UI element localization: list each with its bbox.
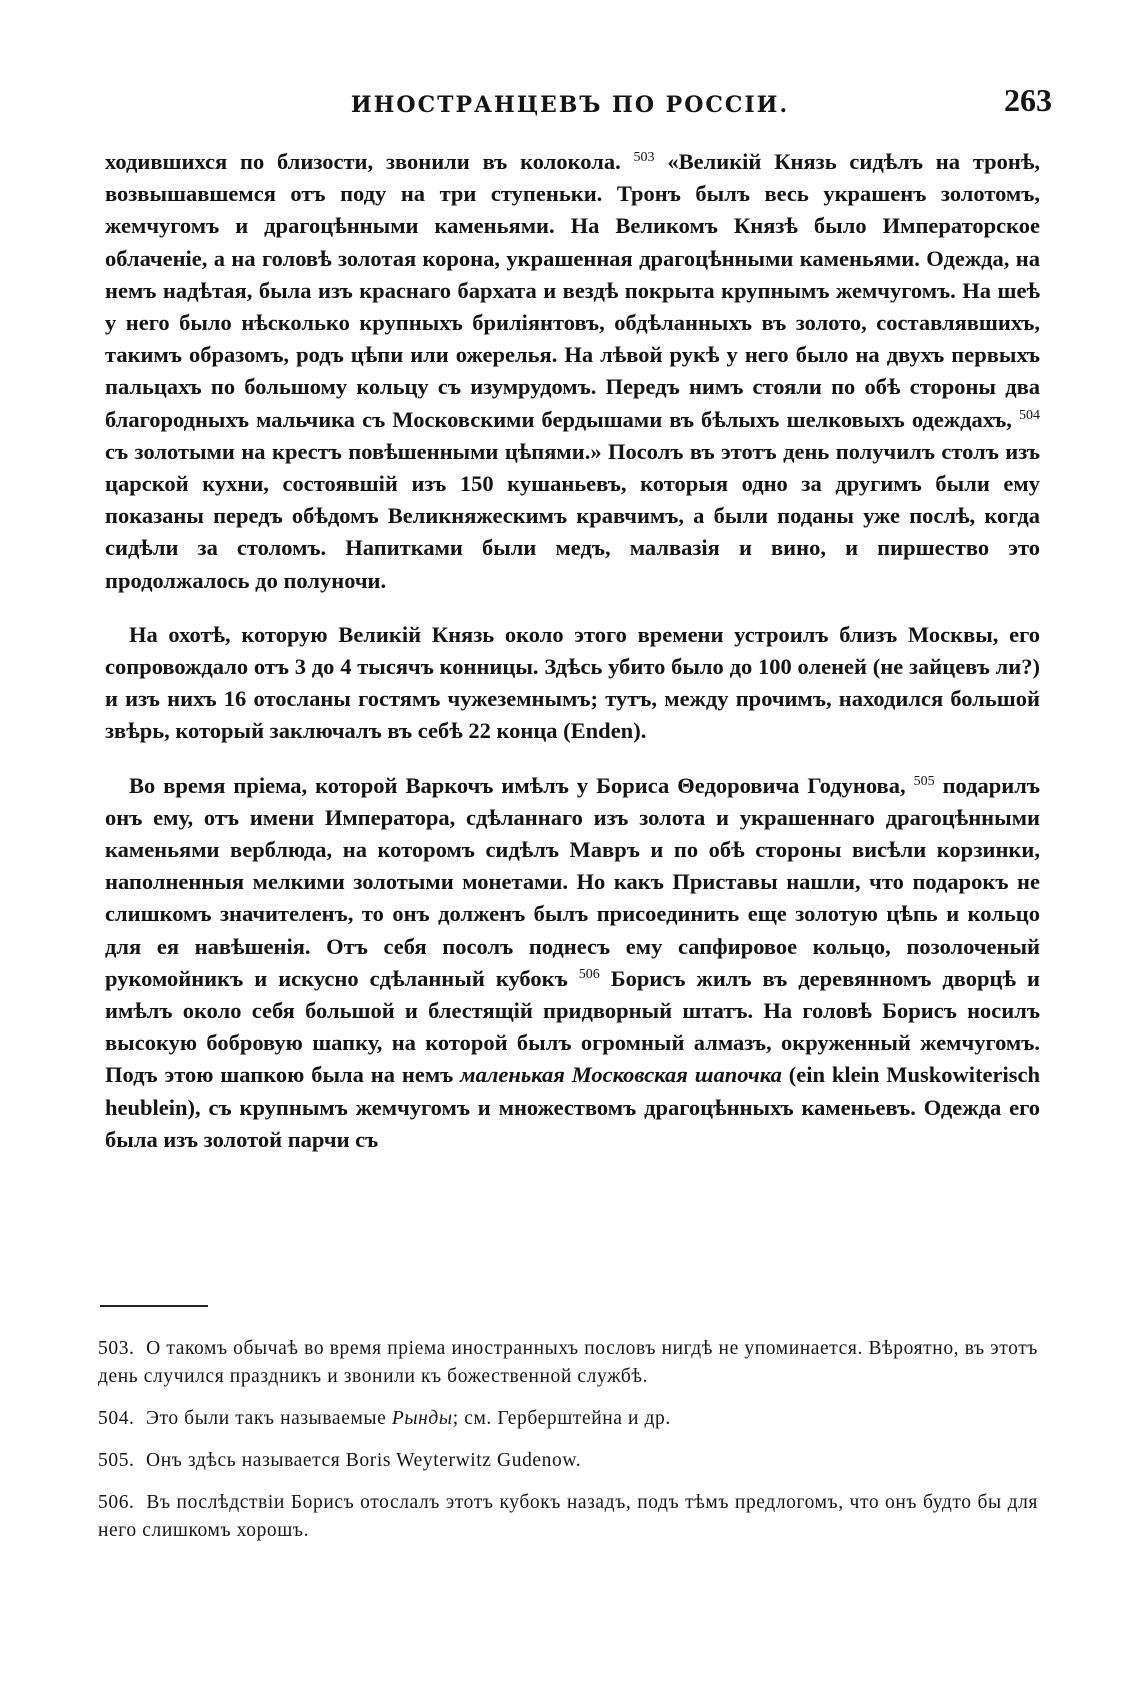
footnote-text: Это были такъ называемые bbox=[146, 1408, 387, 1429]
paragraph-3-part-c: Борисъ жилъ въ деревянномъ дворцѣ и имѣлъ около себя большой и блестящій придворный штатъ. На головѣ Борисъ носилъ высокую бобровую шапку, на которой былъ огромный алмазъ, окруженный жемчугомъ. Подъ этою шапкою была на немъ bbox=[105, 965, 1040, 1088]
paragraph-1-part-c: съ золотыми на крестъ повѣшенными цѣпями.» Посолъ въ этотъ день получилъ столъ изъ царской кухни, состоявшій изъ 150 кушаньевъ, которыя одно за другимъ были ему показаны передъ обѣдомъ Великняжескимъ кравчимъ, а были поданы уже послѣ, когда сидѣли за столомъ. Напитками были медъ, малвазія и вино, и пиршество это продолжалось до полуночи. bbox=[105, 438, 1040, 593]
paragraph-3 bbox=[105, 770, 1040, 1156]
footnotes bbox=[98, 1335, 1038, 1559]
paragraph-1 bbox=[105, 146, 1040, 597]
footnote-italic-term: Рынды bbox=[391, 1408, 453, 1429]
footnote-505 bbox=[98, 1447, 1038, 1475]
footnote-text: Онъ здѣсь называется Boris Weyterwitz Gudenow. bbox=[146, 1450, 582, 1471]
running-header: ИНОСТРАНЦЕВЪ ПО РОССІИ. bbox=[350, 92, 790, 118]
footnote-ref-503: 503 bbox=[633, 150, 655, 165]
paragraph-3-part-a: Во время пріема, которой Варкочъ имѣлъ у Бориса Θедоровича Годунова, bbox=[129, 772, 906, 798]
paragraph-1-part-a: ходившихся по близости, звонили въ колокола. bbox=[105, 149, 621, 174]
paragraph-3-part-d: (ein klein Muskowiterisch heublein), съ крупнымъ жемчугомъ и множествомъ драгоцѣнныхъ каменьевъ. Одежда его была изъ золотой парчи съ bbox=[105, 1062, 1040, 1152]
footnote-number: 506. bbox=[98, 1492, 135, 1513]
footnote-ref-506: 506 bbox=[578, 966, 600, 982]
paragraph-1-part-b: «Великій Князь сидѣлъ на тронѣ, возвышавшемся отъ поду на три ступеньки. Тронъ былъ весь украшенъ золотомъ, жемчугомъ и драгоцѣнными каменьями. На Великомъ Князѣ было Императорское облаченіе, а на головѣ золотая корона, украшенная драгоцѣнными каменьями. Одежда, на немъ надѣтая, была изъ краснаго бархата и вездѣ покрыта крупнымъ жемчугомъ. На шеѣ у него было нѣсколько крупныхъ бриліянтовъ, обдѣланныхъ въ золото, составлявшихъ, такимъ образомъ, родъ цѣпи или ожерелья. На лѣвой рукѣ у него было на двухъ первыхъ пальцахъ по большому кольцу съ изумрудомъ. Передъ нимъ стояли по обѣ стороны два благородныхъ мальчика съ Московскими бердышами въ бѣлыхъ шелковыхъ одеждахъ, bbox=[105, 149, 1041, 432]
footnote-503 bbox=[98, 1335, 1038, 1391]
footnote-number: 504. bbox=[98, 1408, 135, 1429]
main-text bbox=[105, 146, 1040, 1156]
page-number: 263 bbox=[1004, 82, 1052, 118]
paragraph-3-part-b: подарилъ онъ ему, отъ имени Императора, сдѣланнаго изъ золота и украшеннаго драгоцѣнными каменьями верблюда, на которомъ сидѣлъ Мавръ и по обѣ стороны висѣли корзинки, наполненныя мелкими золотыми монетами. Но какъ Приставы нашли, что подарокъ не слишкомъ значителенъ, то онъ долженъ былъ присоединить еще золотую цѣпь и кольцо для ея навѣшенія. Отъ себя посолъ поднесъ ему сапфировое кольцо, позолоченый рукомойникъ и искусно сдѣланный кубокъ bbox=[105, 772, 1041, 991]
footnote-ref-504: 504 bbox=[1019, 407, 1041, 423]
paragraph-3-italic-phrase: маленькая Московская шапочка bbox=[460, 1062, 782, 1088]
footnote-divider bbox=[100, 1305, 208, 1307]
footnote-text: Въ послѣдствіи Борисъ отослалъ этотъ кубокъ назадъ, подъ тѣмъ предлогомъ, что онъ будто бы для него слишкомъ хорошъ. bbox=[98, 1492, 1038, 1541]
footnote-number: 503. bbox=[98, 1338, 135, 1359]
footnote-504 bbox=[98, 1405, 1038, 1433]
footnote-506 bbox=[98, 1489, 1038, 1545]
footnote-number: 505. bbox=[98, 1450, 135, 1471]
footnote-text: О такомъ обычаѣ во время пріема иностранныхъ пословъ нигдѣ не упоминается. Вѣроятно, въ этотъ день случился праздникъ и звонили къ божественной службѣ. bbox=[98, 1338, 1038, 1387]
footnote-ref-505: 505 bbox=[913, 773, 935, 789]
paragraph-2: На охотѣ, которую Великій Князь около этого времени устроилъ близъ Москвы, его сопровождало отъ 3 до 4 тысячъ конницы. Здѣсь убито было до 100 оленей (не зайцевъ ли?) и изъ нихъ 16 отосланы гостямъ чужеземнымъ; тутъ, между прочимъ, находился большой звѣрь, который заключалъ въ себѣ 22 конца (Enden). bbox=[105, 621, 1040, 744]
footnote-text-tail: ; см. Герберштейна и др. bbox=[452, 1408, 671, 1429]
